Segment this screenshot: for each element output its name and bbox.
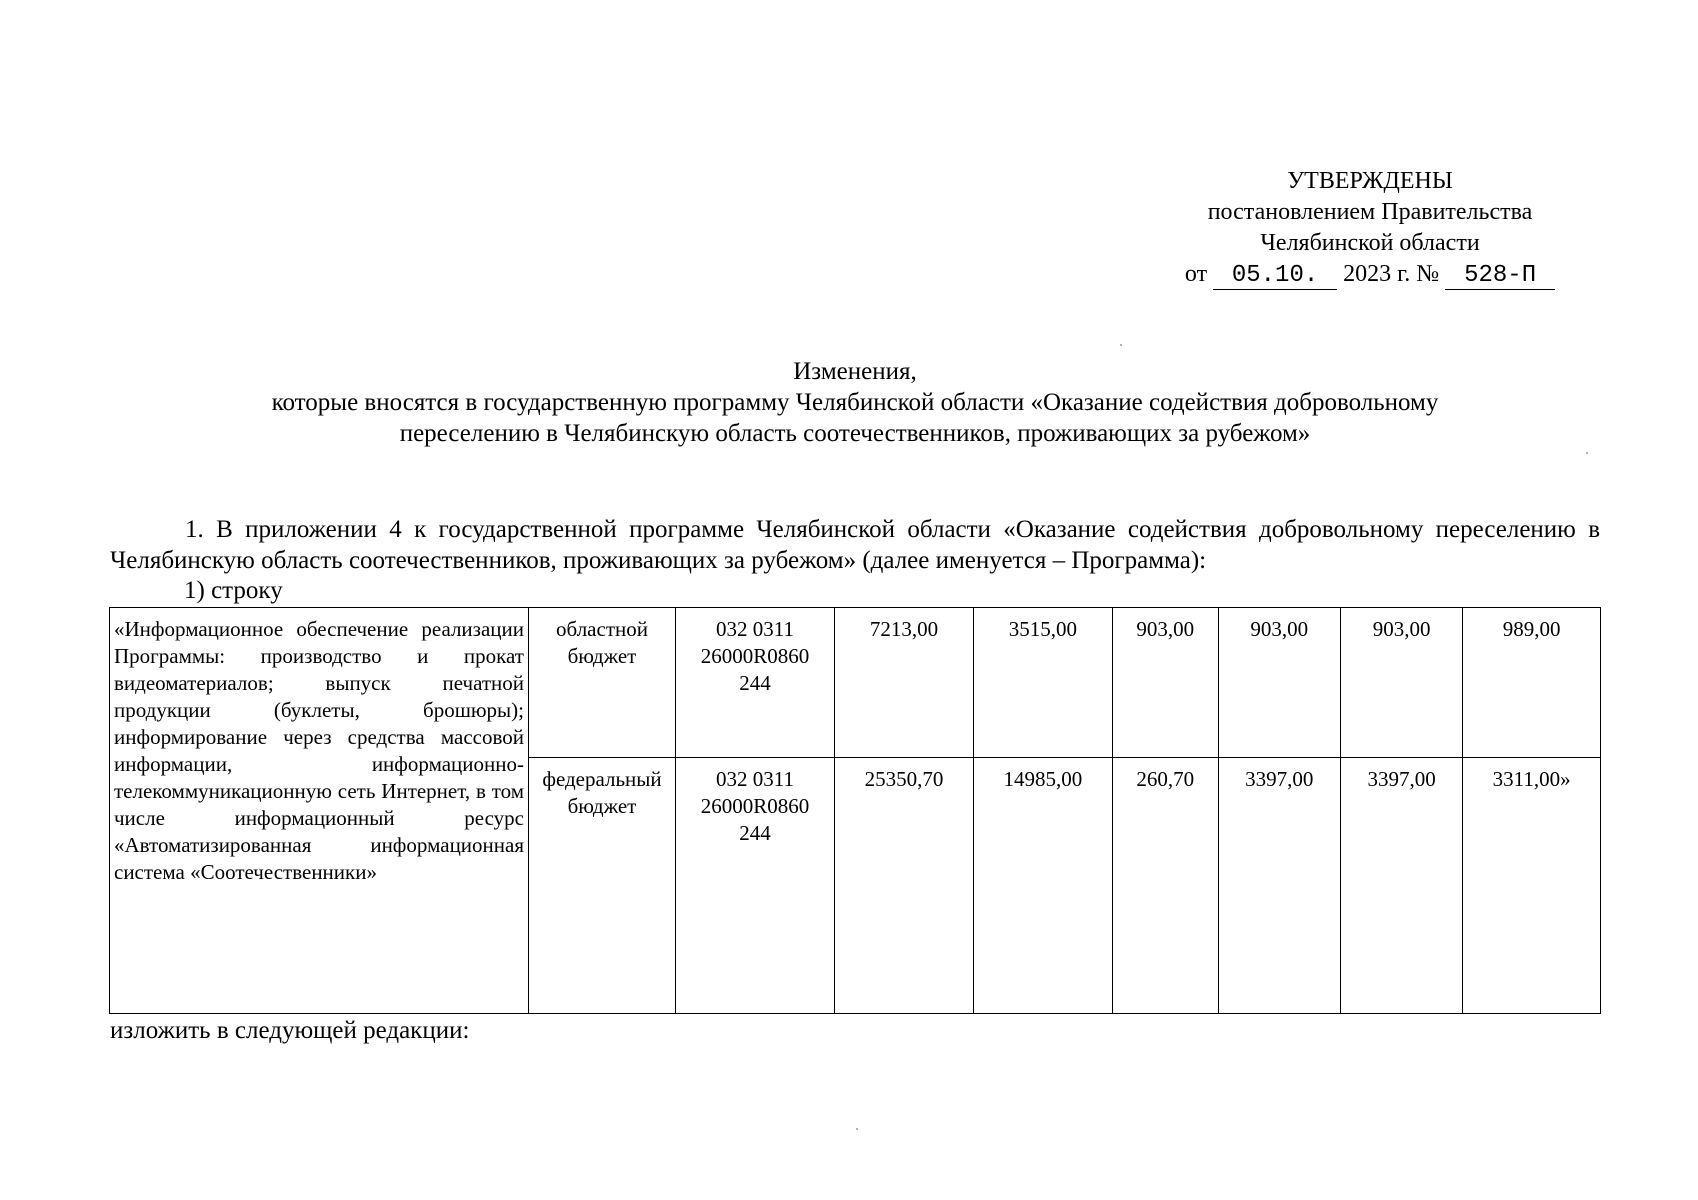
title-line-1: Изменения, xyxy=(793,358,917,385)
value-cell: 989,00 xyxy=(1463,608,1601,758)
source-label: бюджет xyxy=(567,644,637,668)
code-line: 244 xyxy=(739,671,771,695)
source-cell xyxy=(529,758,676,1014)
paragraph-1 xyxy=(110,514,1600,576)
approval-line-1: постановлением Правительства xyxy=(1207,199,1533,225)
value-cell: 3515,00 xyxy=(973,608,1112,758)
title-line-2: которые вносятся в государственную программу Челябинской области «Оказание содействия добровольному xyxy=(271,389,1439,416)
approval-date-line xyxy=(1160,259,1580,290)
code-line: 26000R0860 xyxy=(700,644,810,668)
subitem-label: 1) строку xyxy=(184,577,283,604)
code-line: 244 xyxy=(739,821,771,845)
code-line: 032 0311 xyxy=(716,767,794,791)
date-prefix: от xyxy=(1184,261,1208,287)
value-cell: 14985,00 xyxy=(973,758,1112,1014)
handwritten-date: 05.10. xyxy=(1213,263,1337,290)
year-text: 2023 г. № xyxy=(1343,261,1440,287)
closing-text: изложить в следующей редакции: xyxy=(110,1017,470,1044)
activity-cell: «Информационное обеспечение реализации Программы: производство и прокат видеоматериалов; выпуск печатной продукции (буклеты, брошюры); информирование через средства массовой информации, информационно-телекоммуникационную сеть Интернет, в том числе информационный ресурс «Автоматизированная информационная система «Соотечественники» xyxy=(110,608,529,1014)
value-cell: 903,00 xyxy=(1112,608,1218,758)
table-row xyxy=(110,608,1601,758)
approval-block xyxy=(1160,166,1580,290)
value-cell: 3311,00» xyxy=(1463,758,1601,1014)
value-cell: 903,00 xyxy=(1340,608,1462,758)
paragraph-text: 1. В приложении 4 к государственной программе Челябинской области «Оказание содействия добровольному переселению в Челябинскую область соотечественников, проживающих за рубежом» (далее именуется – Программа): xyxy=(110,516,1600,574)
code-line: 032 0311 xyxy=(716,617,794,641)
value-cell: 25350,70 xyxy=(835,758,974,1014)
value-cell: 903,00 xyxy=(1218,608,1340,758)
value-cell: 3397,00 xyxy=(1218,758,1340,1014)
document-title xyxy=(110,356,1600,449)
scan-speck xyxy=(1586,452,1588,454)
value-cell: 3397,00 xyxy=(1340,758,1462,1014)
value-cell: 7213,00 xyxy=(835,608,974,758)
approval-heading: УТВЕРЖДЕНЫ xyxy=(1287,168,1453,194)
scan-speck xyxy=(856,1128,858,1130)
source-label: бюджет xyxy=(567,794,637,818)
budget-code-cell xyxy=(676,608,835,758)
budget-code-cell xyxy=(676,758,835,1014)
handwritten-number: 528-П xyxy=(1445,263,1555,290)
title-line-3: переселению в Челябинскую область соотечественников, проживающих за рубежом» xyxy=(399,420,1311,447)
source-label: федеральный xyxy=(542,767,662,791)
funding-table xyxy=(109,607,1601,1014)
source-label: областной xyxy=(556,617,648,641)
approval-line-2: Челябинской области xyxy=(1260,230,1480,256)
scan-speck xyxy=(1120,344,1122,346)
value-cell: 260,70 xyxy=(1112,758,1218,1014)
code-line: 26000R0860 xyxy=(700,794,810,818)
source-cell xyxy=(529,608,676,758)
